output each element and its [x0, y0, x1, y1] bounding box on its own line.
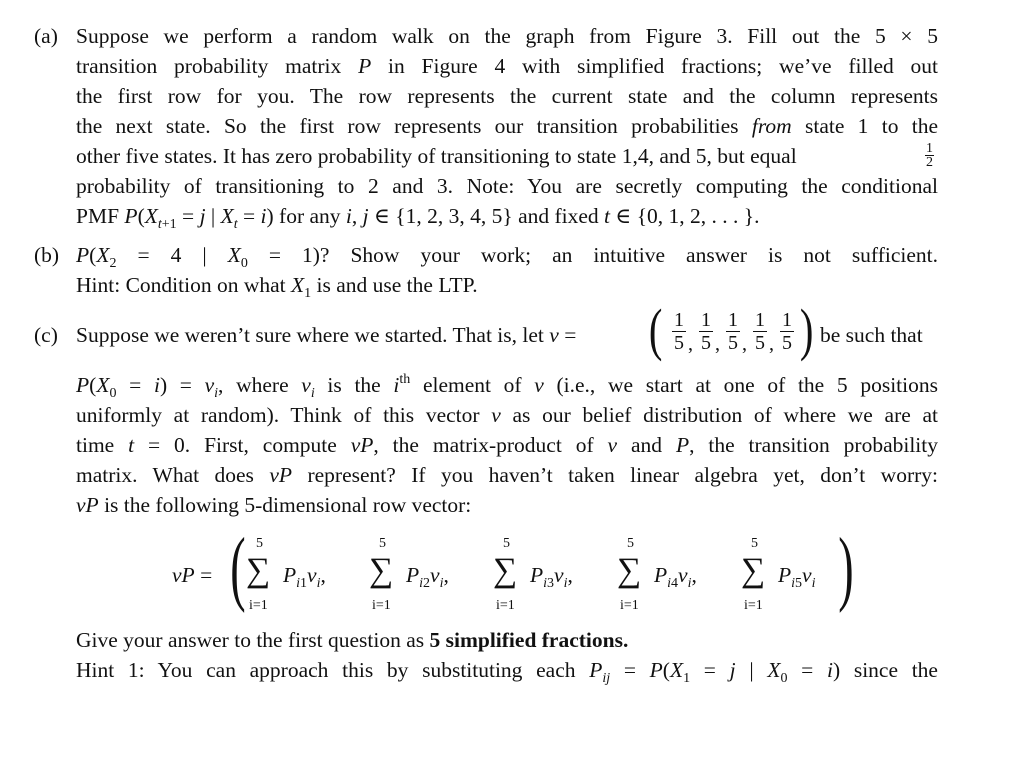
- equation-left-paren: (: [230, 521, 246, 614]
- sum-symbol: ∑: [741, 552, 766, 589]
- part-a-line-4: the next state. So the first row represents our transition probabilities from state 1 to the: [76, 114, 939, 138]
- hint-1-line: Hint 1: You can approach this by substituting each $P_{ij} = P(X_1 = j$ | $X_0 = i$) since the: [76, 658, 938, 686]
- part-c-line-2: $P(X_0 = i) = v_i$, where $v_i$ is the $i^{th}$ element of v (i.e., we start at one of the 5 positions: [76, 372, 938, 401]
- vector-v-entry: 1 5: [782, 309, 792, 354]
- sum-lower-limit: i=1: [620, 598, 639, 613]
- sum-upper-limit: 5: [627, 536, 634, 551]
- part-c-label: (c): [34, 323, 58, 347]
- vector-v-entry: 1 5: [728, 309, 738, 354]
- sum-term-1: $P_{i1}v_i$,: [283, 563, 326, 591]
- sum-symbol: ∑: [246, 552, 271, 589]
- sum-lower-limit: i=1: [744, 598, 763, 613]
- vector-left-paren: (: [648, 297, 663, 362]
- sum-upper-limit: 5: [379, 536, 386, 551]
- vector-v-entry: 1 5: [755, 309, 765, 354]
- part-a-line-6: probability of transitioning to 2 and 3. Note: You are secretly computing the conditional: [76, 174, 938, 198]
- part-c-line-1-left: Suppose we weren’t sure where we started. That is, let v =: [76, 323, 577, 347]
- equation-right-paren: ): [838, 521, 854, 614]
- part-c-line-3: uniformly at random). Think of this vector v as our belief distribution of where we are at: [76, 403, 938, 427]
- sum-symbol: ∑: [493, 552, 518, 589]
- display-equation-vP: [0, 521, 1024, 620]
- sum-term-5: $P_{i5}v_i$: [778, 563, 816, 591]
- sum-symbol: ∑: [617, 552, 642, 589]
- part-c-line-1-right: be such that: [820, 323, 923, 347]
- sum-upper-limit: 5: [256, 536, 263, 551]
- answer-instruction-bold: 5 simplified fractions.: [429, 628, 629, 652]
- part-b-label: (b): [34, 243, 60, 267]
- answer-instruction: Give your answer to the first question as 5 simplified fractions.: [76, 628, 629, 652]
- part-b-line-1: $P(X_2 = 4$ | $X_0 = 1$)? Show your work; an intuitive answer is not sufficient.: [76, 243, 938, 271]
- part-a-line-1: Suppose we perform a random walk on the graph from Figure 3. Fill out the 5 × 5: [76, 24, 938, 48]
- sum-lower-limit: i=1: [372, 598, 391, 613]
- part-c-line-4: time t = 0. First, compute vP, the matrix-product of v and P, the transition probability: [76, 433, 939, 457]
- part-a-line-5: other five states. It has zero probability of transitioning to state 1,4, and 5, but equal $\frac{1}{2}$: [76, 141, 933, 170]
- sum-lower-limit: i=1: [249, 598, 268, 613]
- part-a-label: (a): [34, 24, 58, 48]
- sum-upper-limit: 5: [751, 536, 758, 551]
- part-c-line-6: vP is the following 5-dimensional row vector:: [76, 493, 472, 517]
- sum-upper-limit: 5: [503, 536, 510, 551]
- part-a-line-2: transition probability matrix P in Figure 4 with simplified fractions; we’ve filled out: [76, 54, 939, 78]
- sum-symbol: ∑: [369, 552, 394, 589]
- sum-lower-limit: i=1: [496, 598, 515, 613]
- homework-page: (a) Suppose we perform a random walk on the graph from Figure 3. Fill out the 5 × 5 transition probability matrix P in Figure 4 with simplified fractions; we’ve filled out the first row for you. The row represents the current state and the column represents the next state. So the first row represents our transition probabilities from state 1 to the other five states. It has zero probability of transitioning to state 1,4, and 5, but equal $\frac{1}{2}$ probability of transitioning to 2 and 3. Note: You are secretly computing the conditional PMF $P(X_{t+1} = j$ | $X_t = i$) for any i, j ∈ {1, 2, 3, 4, 5} and fixed t ∈ {0, 1, 2, . . . }. (b) $P(X_2 = 4$ | $X_0 = 1$)? Show your work; an intuitive answer is not sufficient. Hint: Condition on what $X_1$ is and use the LTP. (c) Suppose we weren’t sure where we started. That is, let v = ( 1 5 , 1 5 , 1 5 , 1 5 , 1 5 ) be such that $P(X_0 = i) = v_i$, where $v_i$ is the $i^{th}$ element of v (i.e., we start at one of the 5 positions uniformly at random). Think of this vector v as our belief distribution of where we are at time t = 0. First, compute vP, the matrix-product of v and P, the transition probability matrix. What does vP represent? If you haven’t taken linear algebra yet, don’t worry: vP is the following 5-dimensional row vector: vP = ( 5 ∑ i=1 $P_{i1}v_i$, 5 ∑ i=1 $P_{i2}v_i$, 5 ∑ i=1 $P_{i3}v_i$, 5 ∑ i=1 $P_{i4}v_i$, 5 ∑ i=1 $P_{i5}v_i$ ) Give your answer to the first question as 5 simplified fractions. Hint 1: You can approach this by substituting each $P_{ij} = P(X_1 = j$ | $X_0 = i$) since the: [0, 0, 1024, 757]
- sum-term-2: $P_{i2}v_i$,: [406, 563, 449, 591]
- vector-v-entry: 1 5: [674, 309, 684, 354]
- sum-term-3: $P_{i3}v_i$,: [530, 563, 573, 591]
- part-a-line-3: the first row for you. The row represents the current state and the column represents: [76, 84, 938, 108]
- equation-lhs: vP =: [172, 563, 213, 587]
- part-b-line-2: Hint: Condition on what $X_1$ is and use the LTP.: [76, 273, 478, 301]
- sum-term-4: $P_{i4}v_i$,: [654, 563, 697, 591]
- vector-right-paren: ): [799, 297, 814, 362]
- vector-v-entry: 1 5: [701, 309, 711, 354]
- part-c-line-5: matrix. What does vP represent? If you haven’t taken linear algebra yet, don’t worry:: [76, 463, 938, 487]
- part-a-line-7: PMF $P(X_{t+1} = j$ | $X_t = i$) for any i, j ∈ {1, 2, 3, 4, 5} and fixed t ∈ {0, 1, 2, . . . }.: [76, 204, 760, 232]
- one-half-fraction: $\frac{1}{2}$: [926, 141, 933, 170]
